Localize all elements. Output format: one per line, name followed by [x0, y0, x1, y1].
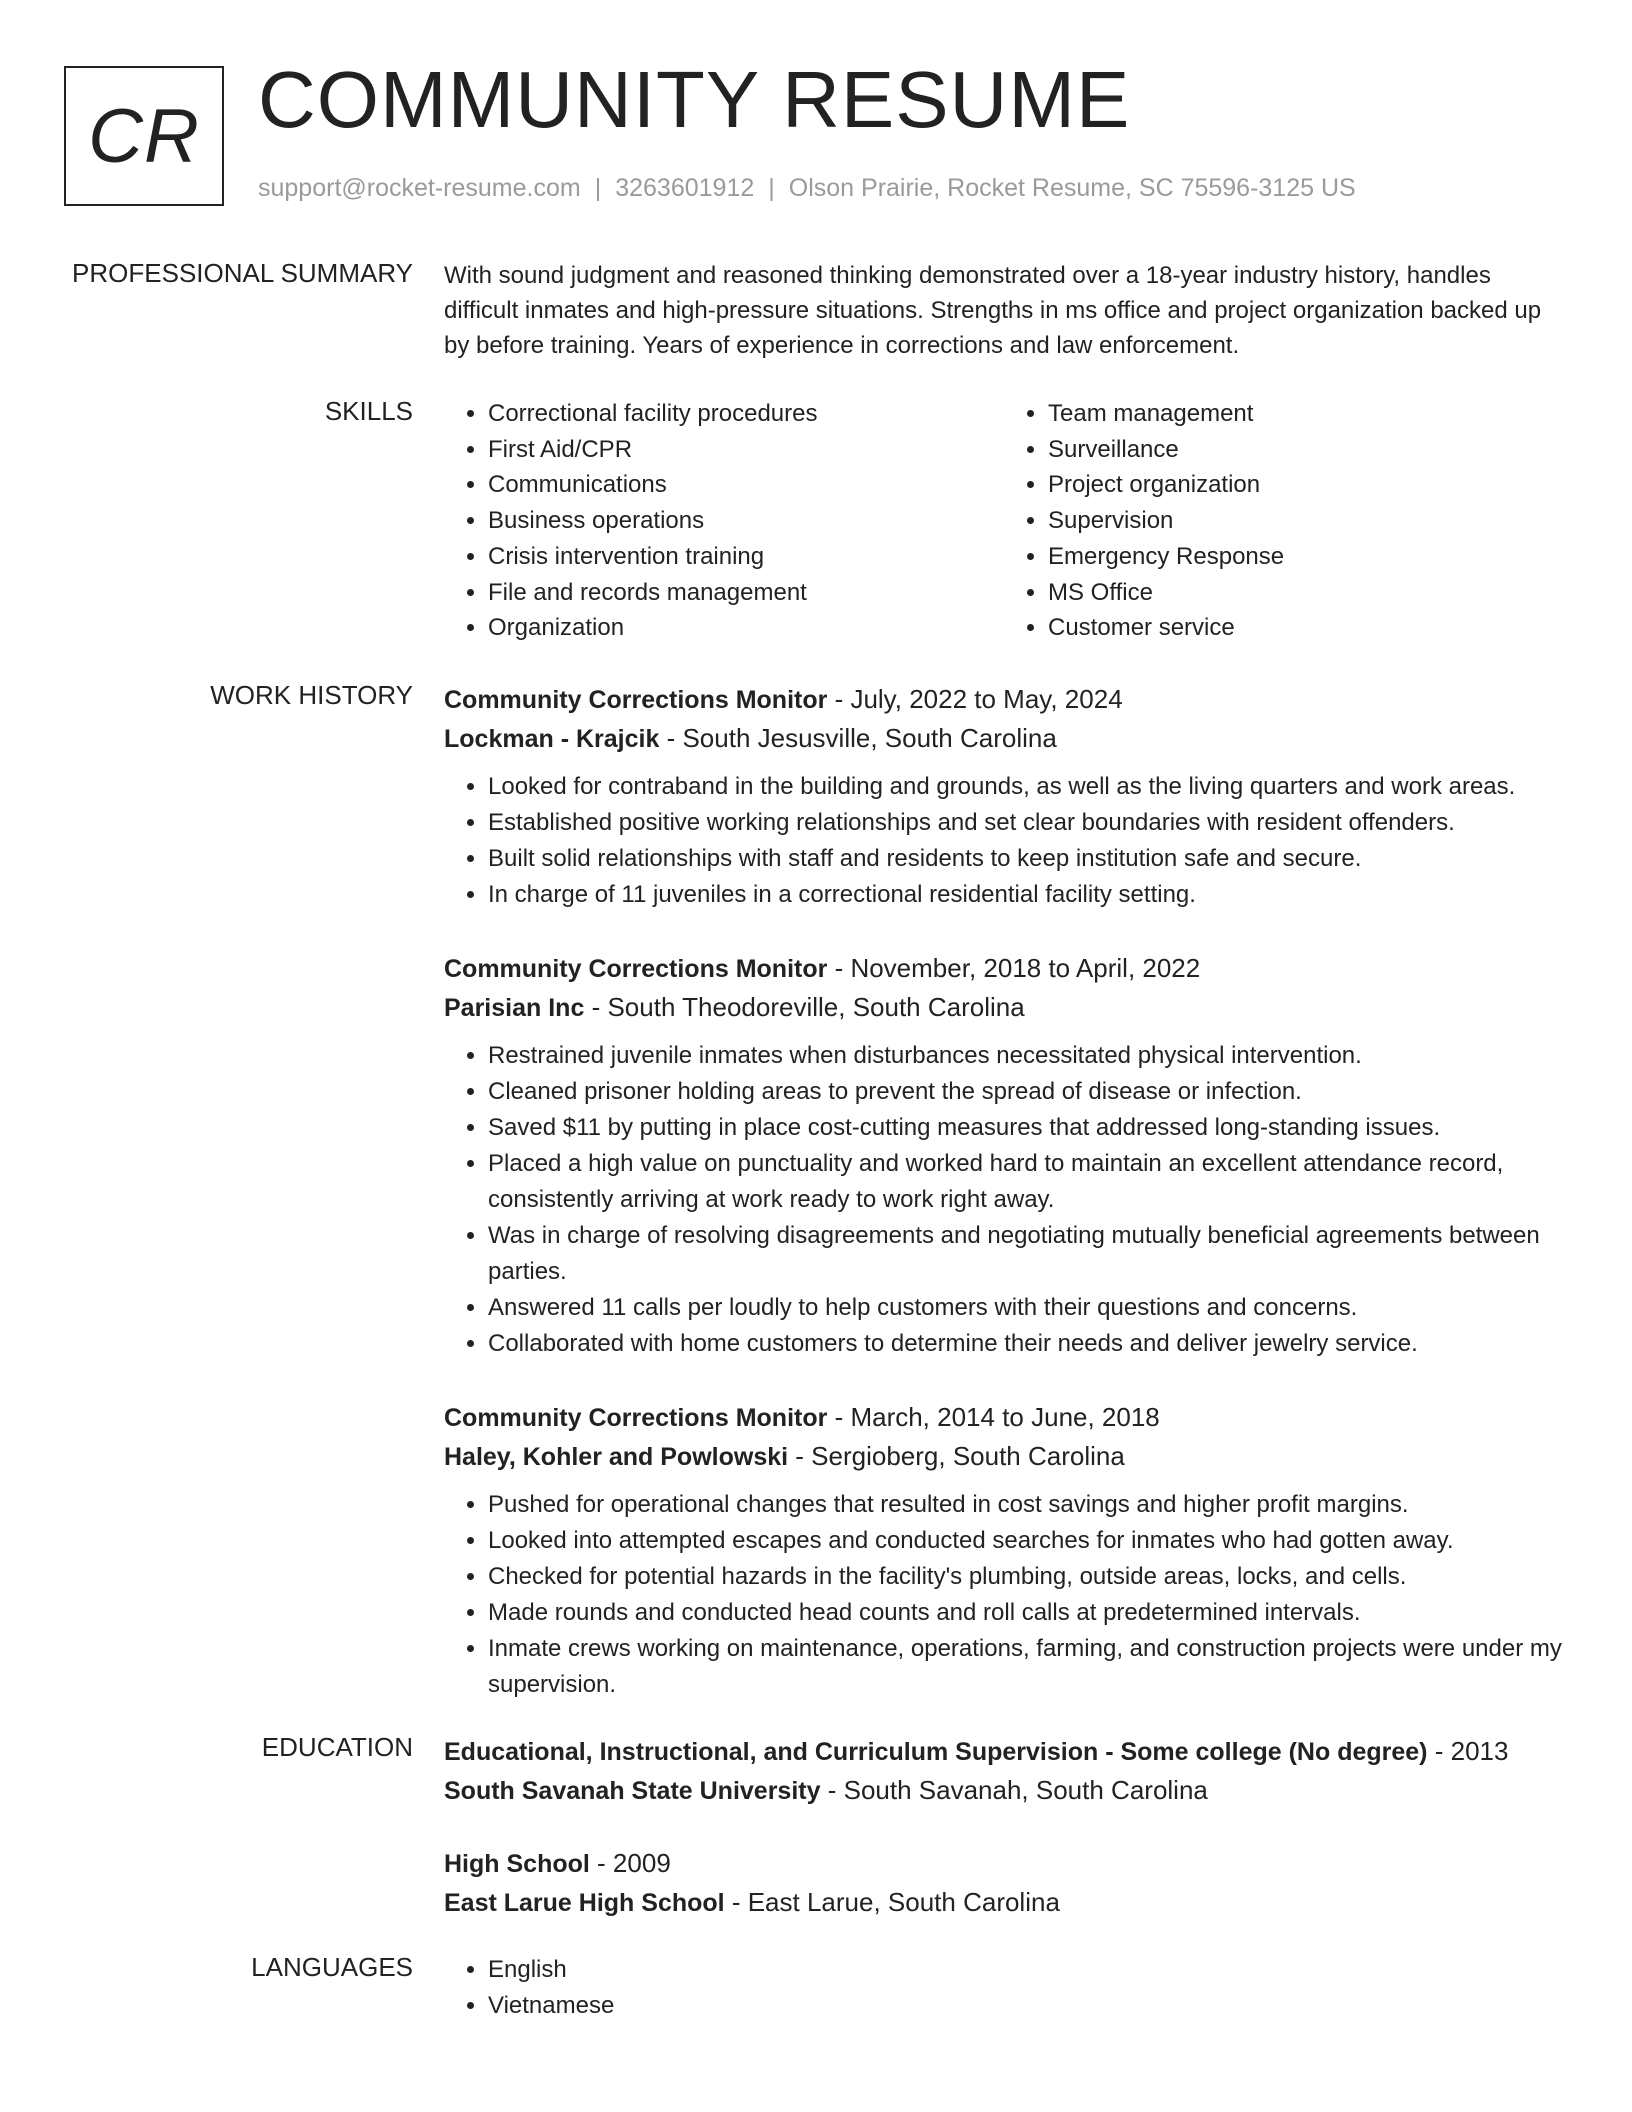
skill-item: • Business operations: [488, 503, 1004, 539]
job-company-line: [444, 1437, 1564, 1476]
job-bullet: • Made rounds and conducted head counts and roll calls at predetermined intervals.: [488, 1595, 1564, 1631]
section-label-education: EDUCATION: [261, 1732, 413, 1762]
contact-separator: |: [594, 174, 602, 202]
job-bullet: • Inmate crews working on maintenance, operations, farming, and construction projects were under my supervision.: [488, 1631, 1564, 1703]
job-bullets: [444, 1038, 1564, 1362]
education-school: East Larue High School: [444, 1889, 725, 1917]
job-title: Community Corrections Monitor: [444, 686, 828, 714]
skill-item: • Customer service: [1048, 610, 1564, 646]
skill-item: • File and records management: [488, 575, 1004, 611]
job-company: Lockman - Krajcik: [444, 725, 660, 753]
job-bullets: [444, 769, 1564, 913]
education-school: South Savanah State University: [444, 1777, 821, 1805]
job-bullet: • Looked into attempted escapes and conducted searches for inmates who had gotten away.: [488, 1523, 1564, 1559]
language-item: • English: [488, 1952, 1564, 1988]
job-bullet: • Was in charge of resolving disagreements and negotiating mutually beneficial agreements between parties.: [488, 1218, 1564, 1290]
skill-item: • Supervision: [1048, 503, 1564, 539]
education-school-line: [444, 1771, 1564, 1810]
skills-list-left: [444, 396, 1004, 646]
skill-item: • Surveillance: [1048, 432, 1564, 468]
job-bullets: [444, 1487, 1564, 1703]
skill-item: • Emergency Response: [1048, 539, 1564, 575]
language-item: • Vietnamese: [488, 1988, 1564, 2024]
skill-item: • Project organization: [1048, 467, 1564, 503]
contact-line: [258, 174, 1356, 203]
summary-text: With sound judgment and reasoned thinking demonstrated over a 18-year industry history, handles difficult inmates and high-pressure situations. Strengths in ms office and project organization backed up by before training. Years of experience in corrections and law enforcement.: [444, 262, 1542, 359]
education-content: [444, 1732, 1564, 1956]
job-bullet: • Saved $11 by putting in place cost-cutting measures that addressed long-standing issues.: [488, 1110, 1564, 1146]
contact-address: Olson Prairie, Rocket Resume, SC 75596-3125 US: [788, 174, 1356, 202]
section-label-languages: LANGUAGES: [251, 1952, 413, 1982]
education-degree: High School: [444, 1850, 590, 1878]
job-entry: [444, 680, 1564, 913]
job-bullet: • In charge of 11 juveniles in a correctional residential facility setting.: [488, 877, 1564, 913]
job-bullet: • Looked for contraband in the building and grounds, as well as the living quarters and work areas.: [488, 769, 1564, 805]
job-title-line: [444, 1398, 1564, 1437]
job-company-line: [444, 988, 1564, 1027]
education-entry: [444, 1844, 1564, 1922]
skill-item: • Team management: [1048, 396, 1564, 432]
job-location: - South Theodoreville, South Carolina: [584, 992, 1025, 1022]
section-label-summary: PROFESSIONAL SUMMARY: [72, 258, 413, 288]
job-company: Parisian Inc: [444, 994, 585, 1022]
job-dates: - March, 2014 to June, 2018: [827, 1402, 1160, 1432]
education-degree-line: [444, 1732, 1564, 1771]
job-dates: - November, 2018 to April, 2022: [827, 953, 1201, 983]
job-location: - Sergioberg, South Carolina: [788, 1441, 1125, 1471]
job-bullet: • Built solid relationships with staff and residents to keep institution safe and secure.: [488, 841, 1564, 877]
resume-name: COMMUNITY RESUME: [258, 55, 1131, 144]
work-history-content: [444, 680, 1564, 1739]
section-label-skills: SKILLS: [324, 396, 413, 426]
education-location: - East Larue, South Carolina: [724, 1887, 1060, 1917]
job-title-line: [444, 949, 1564, 988]
job-entry: [444, 1398, 1564, 1703]
skill-item: • MS Office: [1048, 575, 1564, 611]
job-location: - South Jesusville, South Carolina: [659, 723, 1057, 753]
job-bullet: • Answered 11 calls per loudly to help customers with their questions and concerns.: [488, 1290, 1564, 1326]
education-school-line: [444, 1883, 1564, 1922]
job-bullet: • Pushed for operational changes that resulted in cost savings and higher profit margins.: [488, 1487, 1564, 1523]
job-company-line: [444, 719, 1564, 758]
section-label-work: WORK HISTORY: [210, 680, 413, 710]
skill-item: • Crisis intervention training: [488, 539, 1004, 575]
job-title: Community Corrections Monitor: [444, 1404, 828, 1432]
languages-content: [444, 1952, 1564, 2023]
languages-list: [444, 1952, 1564, 2023]
contact-separator: |: [768, 174, 775, 202]
job-entry: [444, 949, 1564, 1362]
skill-item: • Correctional facility procedures: [488, 396, 1004, 432]
contact-email: support@rocket-resume.com: [258, 174, 581, 202]
job-bullet: • Restrained juvenile inmates when disturbances necessitated physical intervention.: [488, 1038, 1564, 1074]
job-title: Community Corrections Monitor: [444, 955, 828, 983]
job-bullet: • Cleaned prisoner holding areas to prevent the spread of disease or infection.: [488, 1074, 1564, 1110]
education-year: - 2009: [589, 1848, 671, 1878]
job-dates: - July, 2022 to May, 2024: [827, 684, 1123, 714]
skills-list-right: [1004, 396, 1564, 646]
education-year: - 2013: [1427, 1736, 1509, 1766]
skill-item: • Organization: [488, 610, 1004, 646]
education-location: - South Savanah, South Carolina: [820, 1775, 1208, 1805]
contact-phone: 3263601912: [615, 174, 755, 202]
skills-columns: [444, 396, 1564, 646]
job-company: Haley, Kohler and Powlowski: [444, 1443, 789, 1471]
job-bullet: • Placed a high value on punctuality and worked hard to maintain an excellent attendance record, consistently arriving at work ready to work right away.: [488, 1146, 1564, 1218]
education-degree-line: [444, 1844, 1564, 1883]
job-bullet: • Established positive working relationships and set clear boundaries with resident offenders.: [488, 805, 1564, 841]
job-bullet: • Collaborated with home customers to determine their needs and deliver jewelry service.: [488, 1326, 1564, 1362]
job-bullet: • Checked for potential hazards in the facility's plumbing, outside areas, locks, and cells.: [488, 1559, 1564, 1595]
skill-item: • Communications: [488, 467, 1004, 503]
education-entry: [444, 1732, 1564, 1810]
education-degree: Educational, Instructional, and Curriculum Supervision - Some college (No degree): [444, 1738, 1428, 1766]
skill-item: • First Aid/CPR: [488, 432, 1004, 468]
job-title-line: [444, 680, 1564, 719]
monogram: CR: [64, 66, 224, 206]
